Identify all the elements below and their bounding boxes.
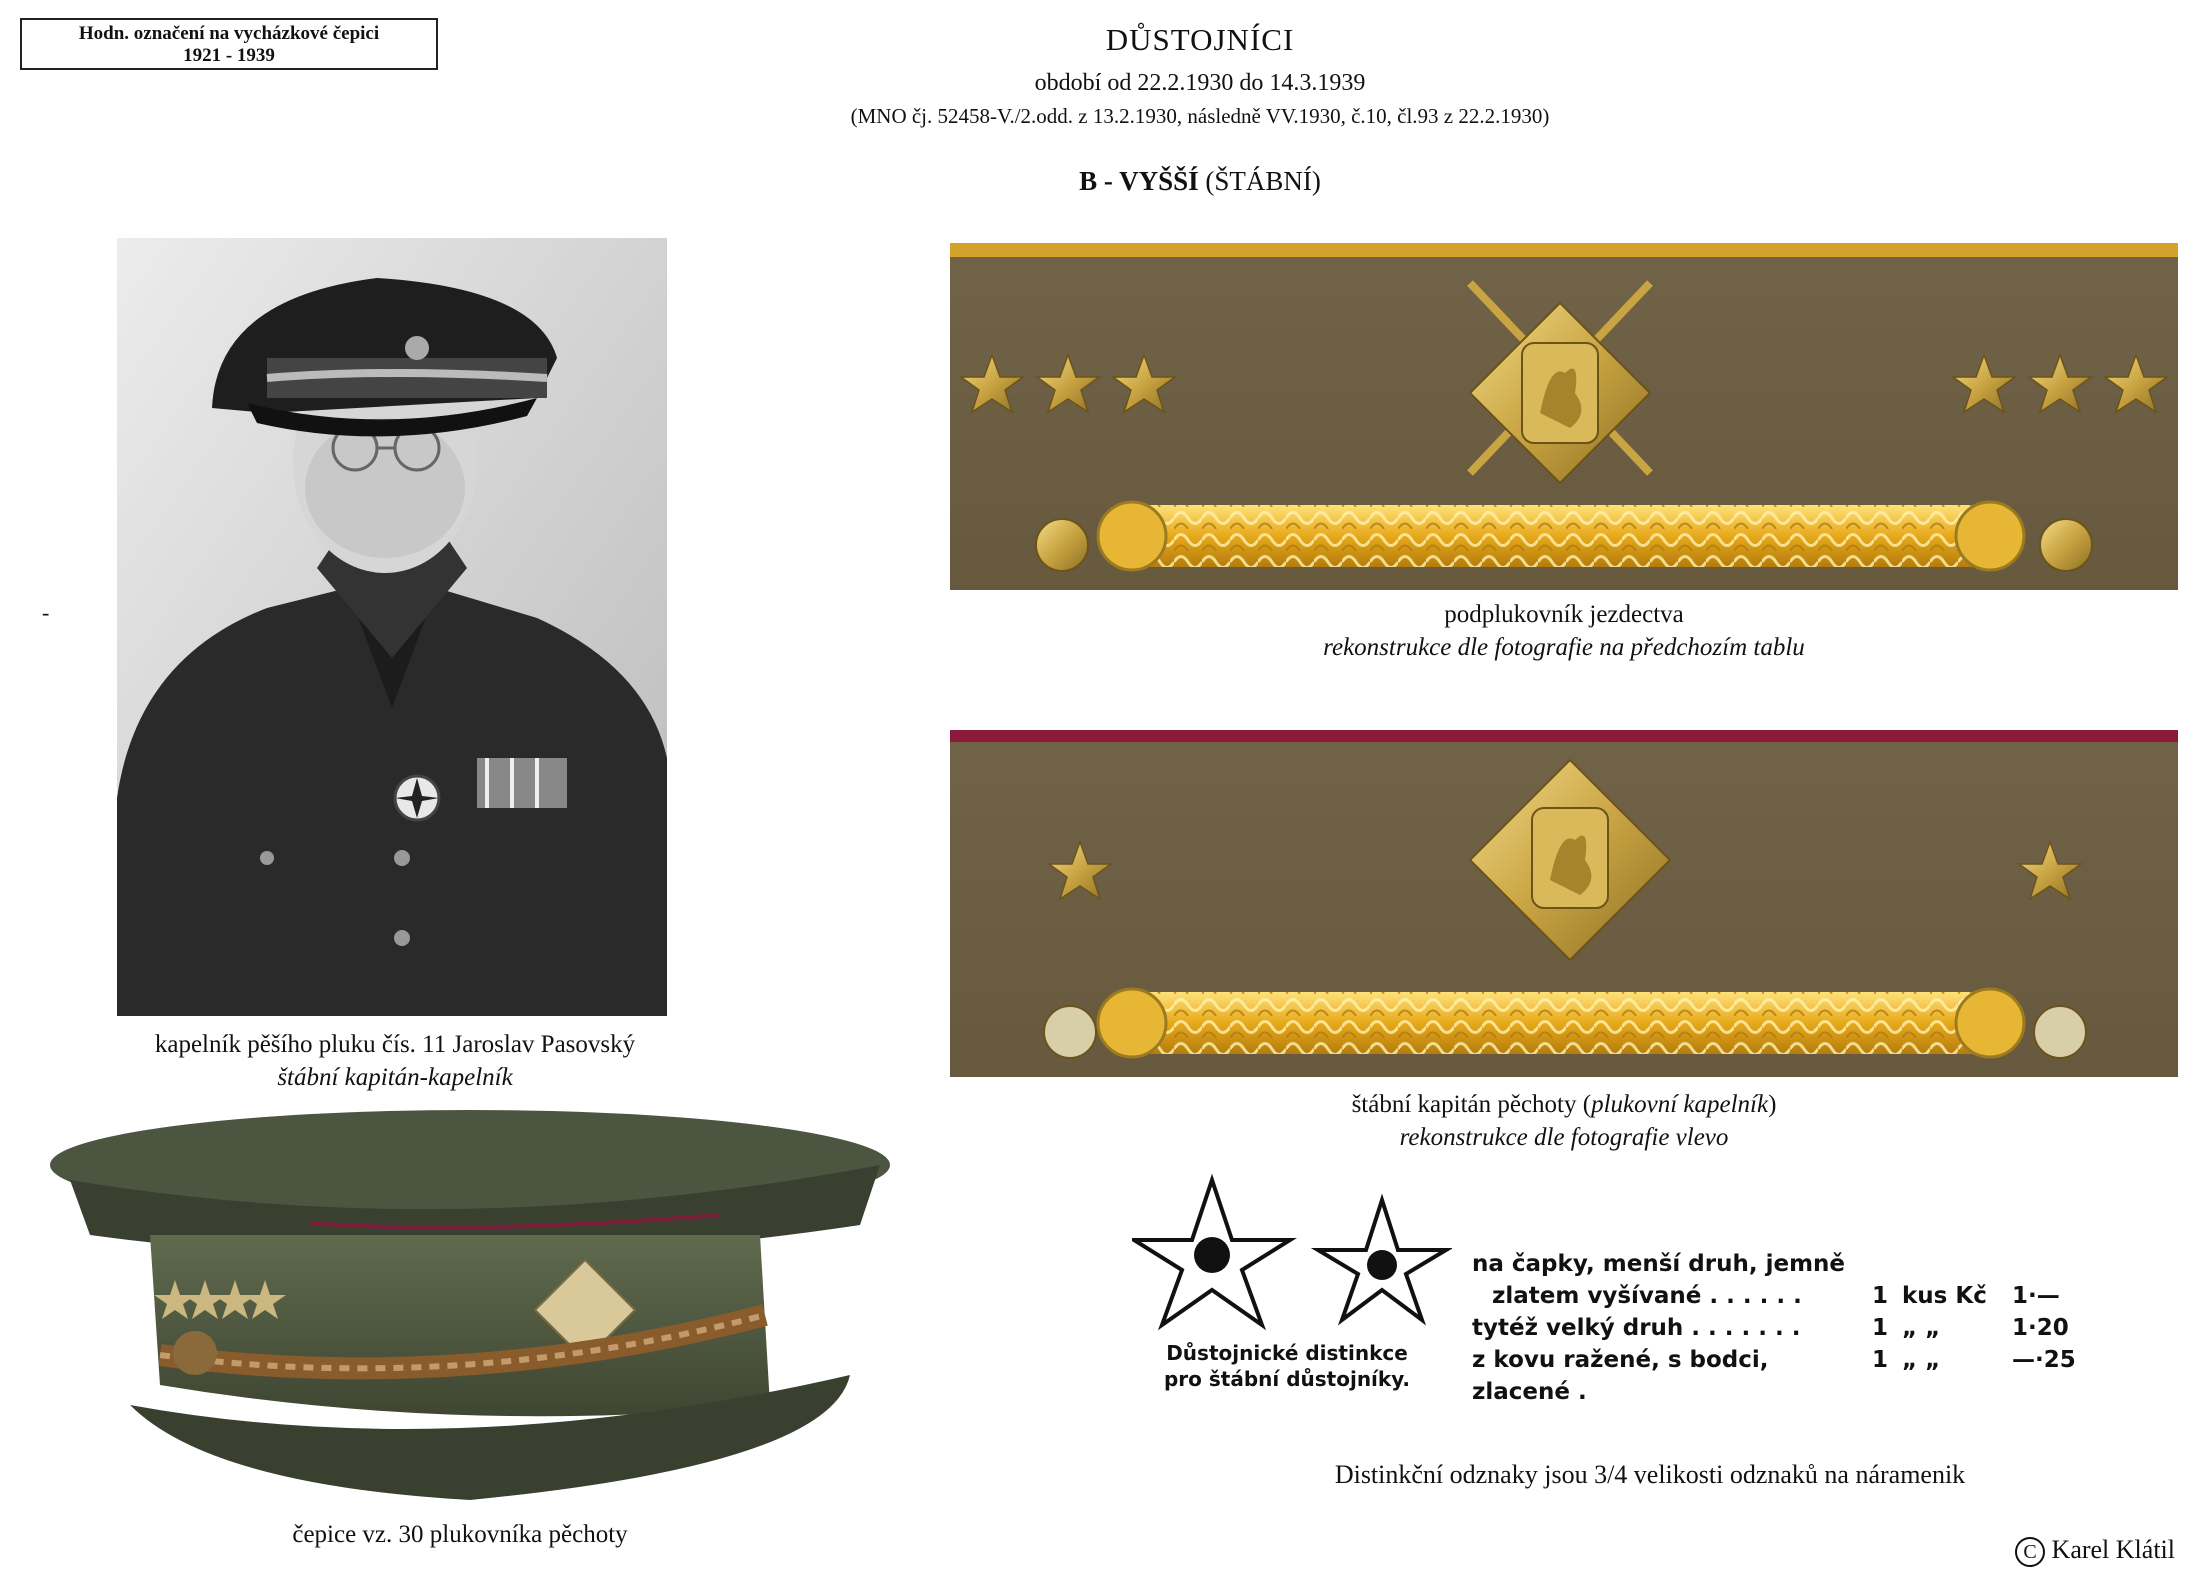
catalog-row-desc: z kovu ražené, s bodci, zlacené . — [1472, 1347, 1769, 1405]
portrait-caption-rank: štábní kapitán-kapelník — [277, 1064, 513, 1091]
portrait-illustration — [117, 238, 667, 1016]
panel1-caption-note: rekonstrukce dle fotografie na předchozím tablu — [1323, 634, 1805, 661]
panel2-caption — [950, 1088, 2178, 1154]
cap-photo — [30, 1105, 890, 1515]
panel2-caption-rank — [950, 1088, 2178, 1121]
catalog-price-list — [1472, 1248, 2112, 1408]
insignia-panel-infantry — [950, 730, 2178, 1077]
panel2-caption-rank-c: ) — [1768, 1091, 1777, 1118]
copyright-icon: C — [2015, 1537, 2045, 1567]
portrait-caption — [100, 1028, 690, 1094]
catalog-label — [1122, 1340, 1452, 1392]
portrait-photo — [117, 238, 667, 1016]
panel2-caption-rank-b: plukovní kapelník — [1591, 1091, 1769, 1118]
catalog-row-price: 1·— — [2012, 1283, 2060, 1309]
insignia-illustration-1 — [950, 243, 2178, 590]
catalog-row — [1472, 1280, 2112, 1312]
title-box — [20, 18, 438, 70]
cap-caption: čepice vz. 30 plukovníka pěchoty — [292, 1521, 628, 1548]
cap-illustration — [30, 1105, 890, 1515]
catalog-row — [1472, 1312, 2112, 1344]
insignia-panel-cavalry — [950, 243, 2178, 590]
title-box-line1: Hodn. označení na vycházkové čepici — [78, 23, 380, 44]
period-text: období od 22.2.1930 do 14.3.1939 — [1034, 70, 1366, 96]
catalog-label-line2: pro štábní důstojníky. — [1163, 1367, 1411, 1391]
catalog-row-qty: 1 — [1872, 1283, 1889, 1309]
catalog-row-unit: „ „ — [1902, 1315, 1941, 1341]
category-bold: B - VYŠŠÍ — [1079, 166, 1199, 196]
copyright — [2015, 1535, 2175, 1567]
catalog-row-desc: tytéž velký druh . . . . . . . — [1472, 1315, 1801, 1341]
catalog-row-unit: kus Kč — [1902, 1283, 1987, 1309]
catalog-stars-icon — [1132, 1170, 1452, 1330]
catalog-label-line1: Důstojnické distinkce — [1166, 1341, 1408, 1365]
size-note: Distinkční odznaky jsou 3/4 velikosti odznaků na náramenik — [1334, 1460, 1966, 1489]
catalog-row-unit: „ „ — [1902, 1347, 1941, 1373]
catalog-row-price: 1·20 — [2012, 1315, 2069, 1341]
page-title: DŮSTOJNÍCI — [1105, 22, 1295, 57]
panel2-caption-rank-a: štábní kapitán pěchoty ( — [1351, 1091, 1592, 1118]
catalog-row-qty: 1 — [1872, 1315, 1889, 1341]
portrait-caption-name: kapelník pěšího pluku čís. 11 Jaroslav Pasovský — [154, 1031, 636, 1058]
catalog-row — [1472, 1344, 2112, 1408]
insignia-illustration-2 — [950, 730, 2178, 1077]
catalog-row-desc: na čapky, menší druh, jemně — [1472, 1251, 1846, 1277]
catalog-row-qty: 1 — [1872, 1347, 1889, 1373]
panel1-caption-rank: podplukovník jezdectva — [1444, 601, 1684, 628]
title-box-line2: 1921 - 1939 — [183, 45, 275, 66]
catalog-excerpt — [1122, 1165, 2122, 1415]
reference-text: (MNO čj. 52458-V./2.odd. z 13.2.1930, následně VV.1930, č.10, čl.93 z 22.2.1930) — [850, 104, 1550, 128]
catalog-row-desc: zlatem vyšívané . . . . . . — [1492, 1283, 1802, 1309]
catalog-row-price: —·25 — [2012, 1347, 2076, 1373]
stray-dash: - — [42, 600, 50, 625]
category-rest: (ŠTÁBNÍ) — [1205, 166, 1321, 196]
category-heading — [700, 166, 1700, 197]
copyright-author: Karel Klátil — [2051, 1534, 2175, 1564]
catalog-row — [1472, 1248, 2112, 1280]
panel2-caption-note: rekonstrukce dle fotografie vlevo — [1399, 1124, 1729, 1151]
panel1-caption — [950, 598, 2178, 664]
